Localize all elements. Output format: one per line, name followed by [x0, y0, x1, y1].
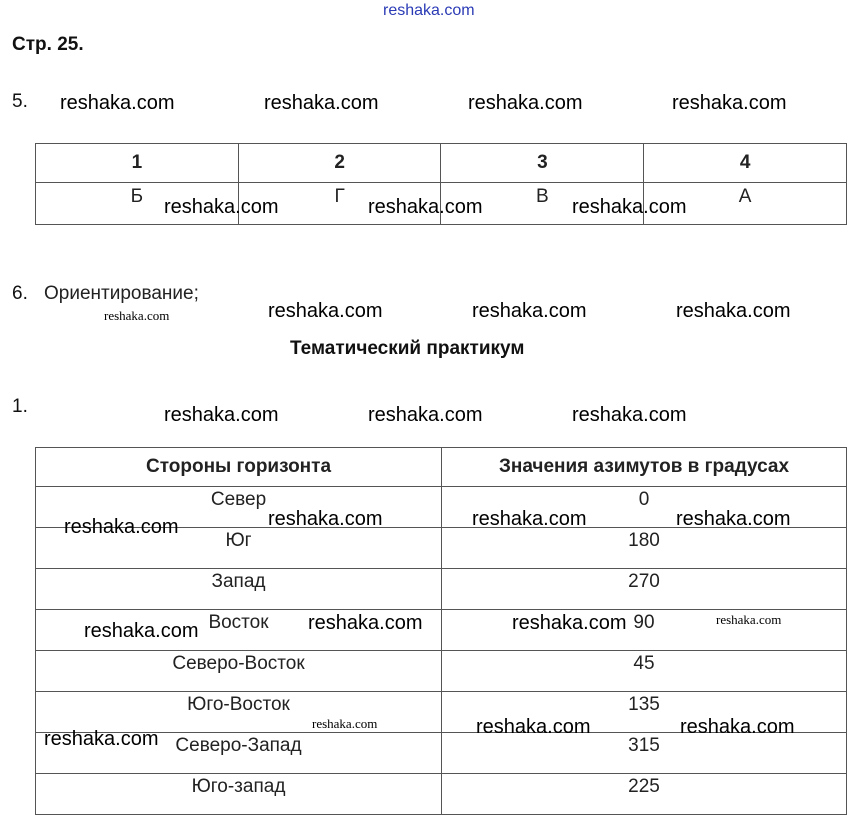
watermark: reshaka.com [368, 196, 483, 218]
watermark: reshaka.com [312, 716, 378, 731]
watermark: reshaka.com [164, 196, 279, 218]
watermark: reshaka.com [104, 308, 170, 323]
table-header-cell: Стороны горизонта [36, 448, 442, 487]
watermark: reshaka.com [572, 404, 687, 426]
watermark: reshaka.com [264, 92, 379, 114]
table-header-cell: Значения азимутов в градусах [442, 448, 847, 487]
table-cell: Северо-Восток [36, 651, 442, 692]
question-6-number: 6. [12, 283, 28, 304]
watermark: reshaka.com [60, 92, 175, 114]
table-cell: 0 [442, 487, 847, 528]
table-cell: А [644, 183, 847, 225]
table-cell: 45 [442, 651, 847, 692]
table-header-row [36, 144, 847, 183]
table-cell: 135 [442, 692, 847, 733]
watermark: reshaka.com [84, 620, 199, 642]
watermark: reshaka.com [368, 404, 483, 426]
table-cell: 180 [442, 528, 847, 569]
table-header-cell: 2 [238, 144, 441, 183]
table-header-cell: 1 [36, 144, 239, 183]
watermark: reshaka.com [472, 508, 587, 530]
watermark: reshaka.com [676, 508, 791, 530]
top-watermark: reshaka.com [383, 2, 475, 19]
table-cell: Юго-запад [36, 774, 442, 815]
table-cell: 225 [442, 774, 847, 815]
watermark: reshaka.com [44, 728, 159, 750]
table-cell: 315 [442, 733, 847, 774]
table-header-row [36, 448, 847, 487]
watermark: reshaka.com [680, 716, 795, 738]
table-cell: Г [238, 183, 441, 225]
table-cell: Юг [36, 528, 442, 569]
table-cell: Запад [36, 569, 442, 610]
table-cell: Северо-Запад [36, 733, 442, 774]
watermark: reshaka.com [676, 300, 791, 322]
watermark: reshaka.com [476, 716, 591, 738]
watermark: reshaka.com [716, 612, 782, 627]
table-cell: Юго-Восток [36, 692, 442, 733]
watermark: reshaka.com [572, 196, 687, 218]
watermark: reshaka.com [512, 612, 627, 634]
question-6-answer: Ориентирование; [44, 283, 199, 304]
table-row [36, 774, 847, 815]
question-5-number: 5. [12, 91, 28, 112]
table-cell: Б [36, 183, 239, 225]
watermark: reshaka.com [268, 300, 383, 322]
table-cell: 90 [442, 610, 847, 651]
watermark: reshaka.com [64, 516, 179, 538]
table-row [36, 569, 847, 610]
question-1-number: 1. [12, 396, 28, 417]
table-cell: Север [36, 487, 442, 528]
watermark: reshaka.com [268, 508, 383, 530]
table-header-cell: 3 [441, 144, 644, 183]
table-cell: 270 [442, 569, 847, 610]
watermark: reshaka.com [308, 612, 423, 634]
watermark: reshaka.com [672, 92, 787, 114]
section-title: Тематический практикум [290, 338, 525, 359]
table-header-cell: 4 [644, 144, 847, 183]
watermark: reshaka.com [164, 404, 279, 426]
watermark: reshaka.com [472, 300, 587, 322]
watermark: reshaka.com [468, 92, 583, 114]
page-reference: Стр. 25. [12, 34, 84, 55]
table-cell: Восток [36, 610, 442, 651]
table-cell: В [441, 183, 644, 225]
table-row [36, 651, 847, 692]
